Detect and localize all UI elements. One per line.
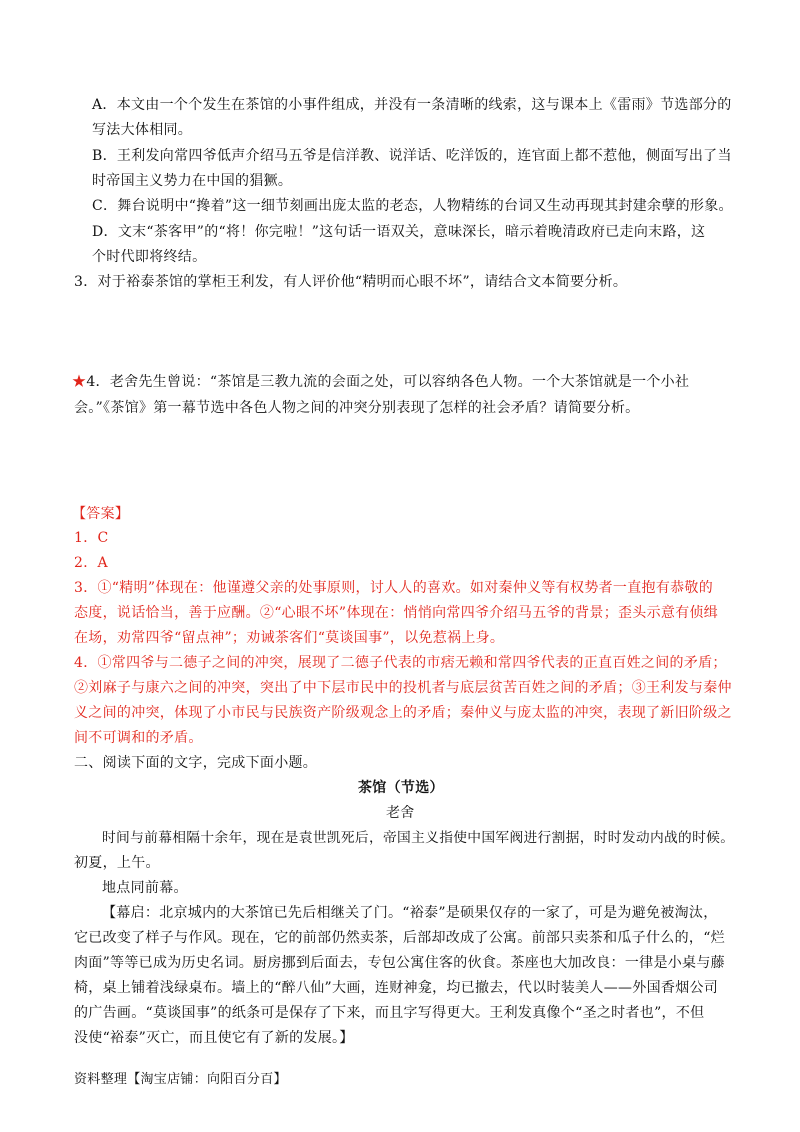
question-4-line-2: 会。”《茶馆》第一幕节选中各色人物之间的冲突分别表现了怎样的社会矛盾？请简要分析。 xyxy=(74,400,640,416)
article-para-1-line-2: 初夏，上午。 xyxy=(74,855,160,871)
answer-4-line-4: 间不可调和的矛盾。 xyxy=(74,730,203,746)
option-b-line-2: 时帝国主义势力在中国的猖獗。 xyxy=(92,173,293,189)
article-para-3-line-1: 【幕启：北京城内的大茶馆已先后相继关了门。“裕泰”是硕果仅存的一家了，可是为避免被淘汰， xyxy=(102,905,718,921)
answer-1: 1．C xyxy=(74,530,109,546)
answer-heading: 【答案】 xyxy=(72,506,130,522)
answer-3-line-1: 3．①“精明”体现在：他谨遵父亲的处事原则，讨人人的喜欢。如对秦仲义等有权势者一直抱有恭敬的 xyxy=(74,580,714,596)
option-a-line-2: 写法大体相同。 xyxy=(92,122,193,138)
article-author: 老舍 xyxy=(386,805,415,821)
answer-3-line-3: 在场，劝常四爷“留点神”；劝诫茶客们“莫谈国事”，以免惹祸上身。 xyxy=(74,630,505,646)
option-a-line-1: A．本文由一个个发生在茶馆的小事件组成，并没有一条清晰的线索，这与课本上《雷雨》节选部分的 xyxy=(92,97,732,113)
answer-4-line-2: ②刘麻子与康六之间的冲突，突出了中下层市民中的投机者与底层贫苦百姓之间的矛盾；③王利发与秦仲 xyxy=(74,680,732,696)
question-3: 3．对于裕泰茶馆的掌柜王利发，有人评价他“精明而心眼不坏”，请结合文本简要分析。 xyxy=(74,274,628,290)
article-para-3-line-2: 它已改变了样子与作风。现在，它的前部仍然卖茶，后部却改成了公寓。前部只卖茶和瓜子什么的，“烂 xyxy=(74,930,725,946)
question-4-line-1 xyxy=(72,372,689,392)
answer-4-line-1: 4．①常四爷与二德子之间的冲突，展现了二德子代表的市痞无赖和常四爷代表的正直百姓之间的矛盾； xyxy=(74,655,727,671)
option-b-line-1: B．王利发向常四爷低声介绍马五爷是信洋教、说洋话、吃洋饭的，连官面上都不惹他，侧面写出了当 xyxy=(92,148,732,164)
article-para-2: 地点同前幕。 xyxy=(102,880,188,896)
section-2-instruction: 二、阅读下面的文字，完成下面小题。 xyxy=(74,755,318,771)
article-title: 茶馆（节选） xyxy=(358,780,444,796)
answer-3-line-2: 态度，说话恰当，善于应酬。②“心眼不坏”体现在：悄悄向常四爷介绍马五爷的背景；歪头示意有侦缉 xyxy=(74,605,719,621)
answer-2: 2．A xyxy=(74,555,108,571)
answer-4-line-3: 义之间的冲突，体现了小市民与民族资产阶级观念上的矛盾；秦仲义与庞太监的冲突，表现了新旧阶级之 xyxy=(74,705,732,721)
option-d-line-1: D．文末“茶客甲”的“将！你完啦！”这句话一语双关，意味深长，暗示着晚清政府已走向末路，这 xyxy=(92,224,706,240)
article-para-3-line-5: 的广告画。“莫谈国事”的纸条可是保存了下来，而且字写得更大。王利发真像个“圣之时者也”，不但 xyxy=(74,1005,705,1021)
article-para-3-line-6: 没使“裕泰”灭亡，而且使它有了新的发展。】 xyxy=(74,1030,354,1046)
article-para-3-line-4: 椅，桌上铺着浅绿桌布。墙上的“醉八仙”大画，连财神龛，均已撤去，代以时装美人——外国香烟公司 xyxy=(74,980,719,996)
option-d-line-2: 个时代即将终结。 xyxy=(92,249,207,265)
star-icon: ★ xyxy=(72,374,87,390)
article-para-1-line-1: 时间与前幕相隔十余年，现在是袁世凯死后，帝国主义指使中国军阀进行割据，时时发动内战的时候。 xyxy=(102,830,735,846)
option-c-line-1: C．舞台说明中“搀着”这一细节刻画出庞太监的老态，人物精练的台词又生动再现其封建余孽的形象。 xyxy=(92,198,733,214)
footer-credit: 资料整理【淘宝店铺：向阳百分百】 xyxy=(74,1072,287,1087)
question-4-text: 4．老舍先生曾说：“茶馆是三教九流的会面之处，可以容纳各色人物。一个大茶馆就是一个小社 xyxy=(86,374,690,390)
article-para-3-line-3: 肉面”等等已成为历史名词。厨房挪到后面去，专包公寓住客的伙食。茶座也大加改良：一律是小桌与藤 xyxy=(74,955,725,971)
